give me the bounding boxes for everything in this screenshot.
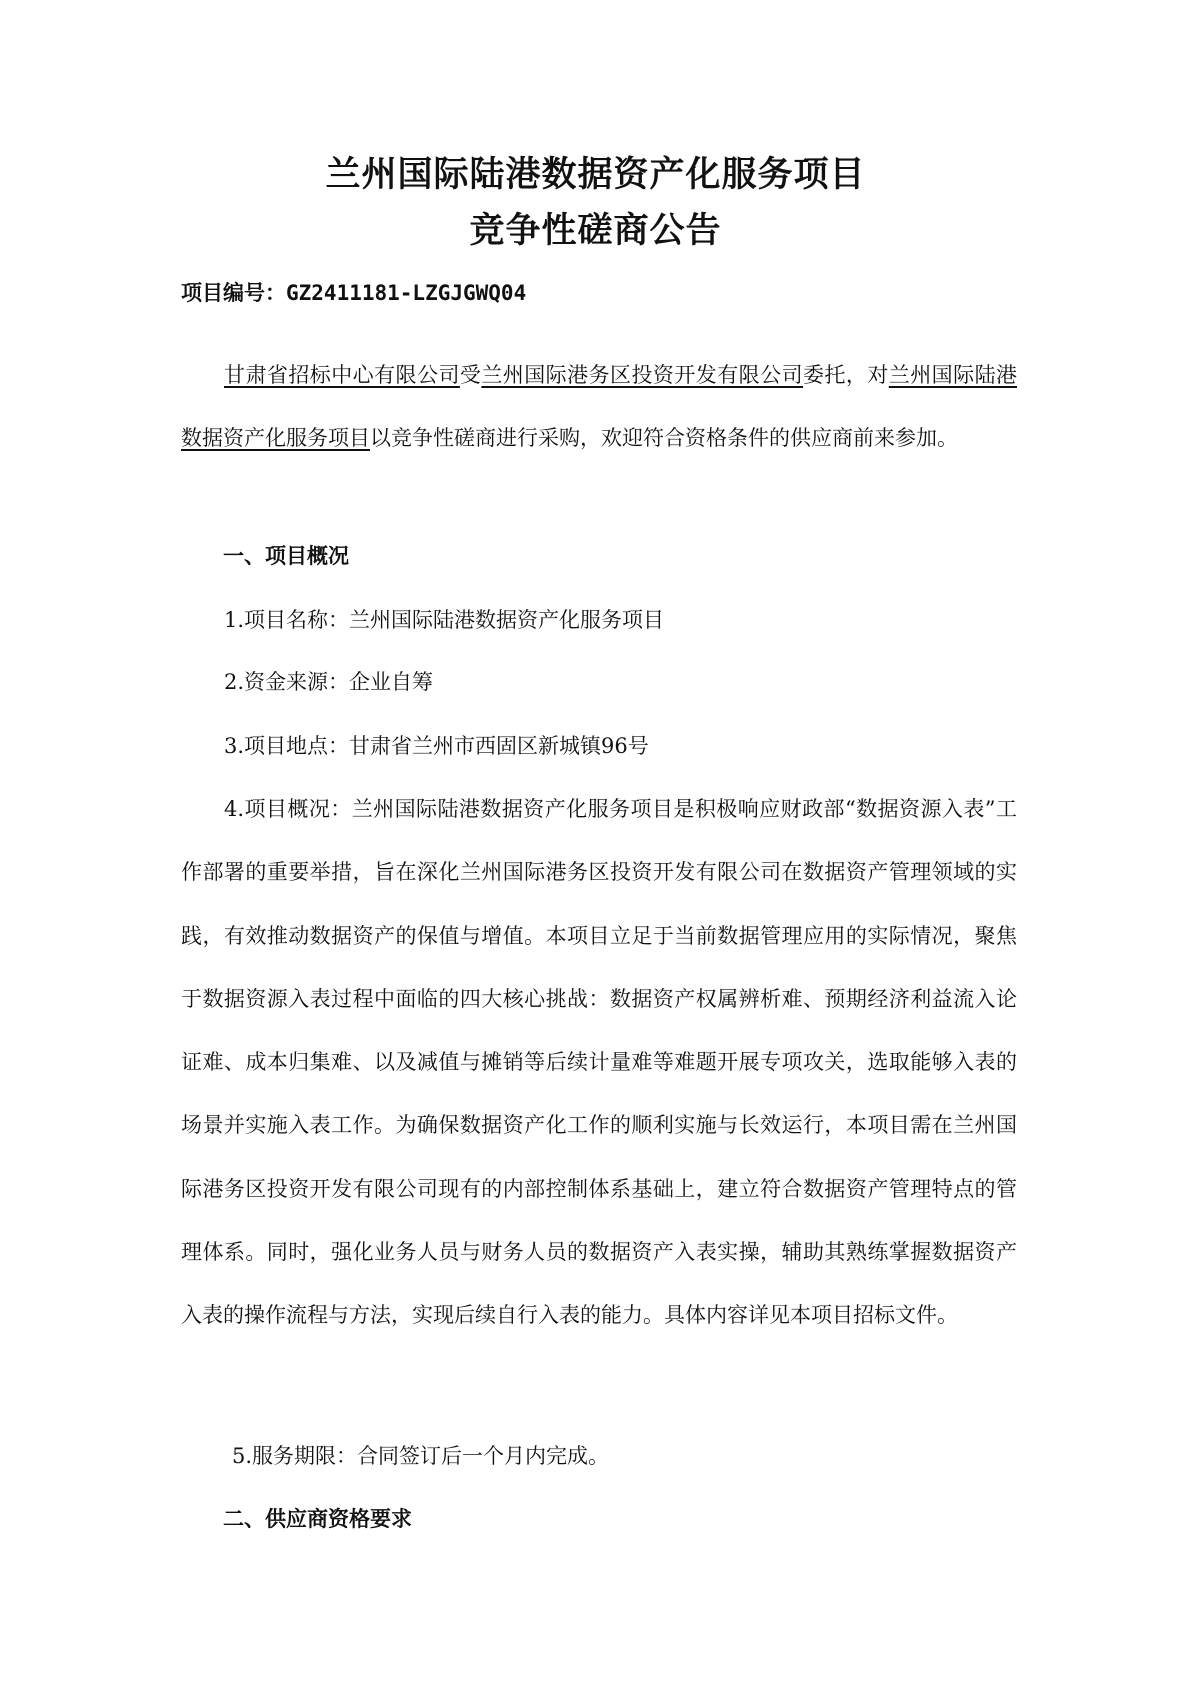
intro-text-2: 委托，对 — [803, 363, 889, 387]
intro-text-1: 受 — [459, 363, 482, 387]
section-heading-qualifications: 二、供应商资格要求 — [223, 1506, 412, 1531]
client-name: 兰州国际港务区投资开发有限公司 — [481, 363, 804, 387]
document-title-line1: 兰州国际陆港数据资产化服务项目 — [325, 155, 866, 195]
item-funding-source: 2.资金来源：企业自筹 — [224, 670, 434, 694]
item-project-location: 3.项目地点：甘肃省兰州市西固区新城镇96号 — [224, 734, 649, 758]
project-name: 兰州国际陆港数据资产化服务项目 — [181, 363, 1018, 450]
project-number — [181, 282, 526, 304]
item-project-overview: 4.项目概况：兰州国际陆港数据资产化服务项目是积极响应财政部“数据资源入表”工作部署的重要举措，旨在深化兰州国际港务区投资开发有限公司在数据资产管理领域的实践，有效推动数据资产的保值与增值。本项目立足于当前数据管理应用的实际情况，聚焦于数据资源入表过程中面临的四大核心挑战：数据资产权属辨析难、预期经济利益流入论证难、成本归集难、以及减值与摊销等后续计量难等难题开展专项攻关，选取能够入表的场景并实施入表工作。为确保数据资产化工作的顺利实施与长效运行，本项目需在兰州国际港务区投资开发有限公司现有的内部控制体系基础上，建立符合数据资产管理特点的管理体系。同时，强化业务人员与财务人员的数据资产入表实操，辅助其熟练掌握数据资产入表的操作流程与方法，实现后续自行入表的能力。具体内容详见本项目招标文件。 — [181, 797, 1017, 1328]
agency-name: 甘肃省招标中心有限公司 — [224, 363, 460, 387]
document-title-line2: 竞争性磋商公告 — [469, 211, 722, 251]
project-number-label: 项目编号： — [181, 280, 286, 305]
item-project-name: 1.项目名称：兰州国际陆港数据资产化服务项目 — [224, 608, 665, 632]
intro-paragraph — [181, 344, 1017, 470]
section-heading-overview: 一、项目概况 — [223, 543, 349, 568]
intro-text-3: 以竞争性磋商进行采购，欢迎符合资格条件的供应商前来参加。 — [370, 426, 958, 450]
project-number-value: GZ2411181-LZGJGWQ04 — [286, 281, 527, 305]
item-service-period: 5.服务期限：合同签订后一个月内完成。 — [232, 1444, 610, 1468]
